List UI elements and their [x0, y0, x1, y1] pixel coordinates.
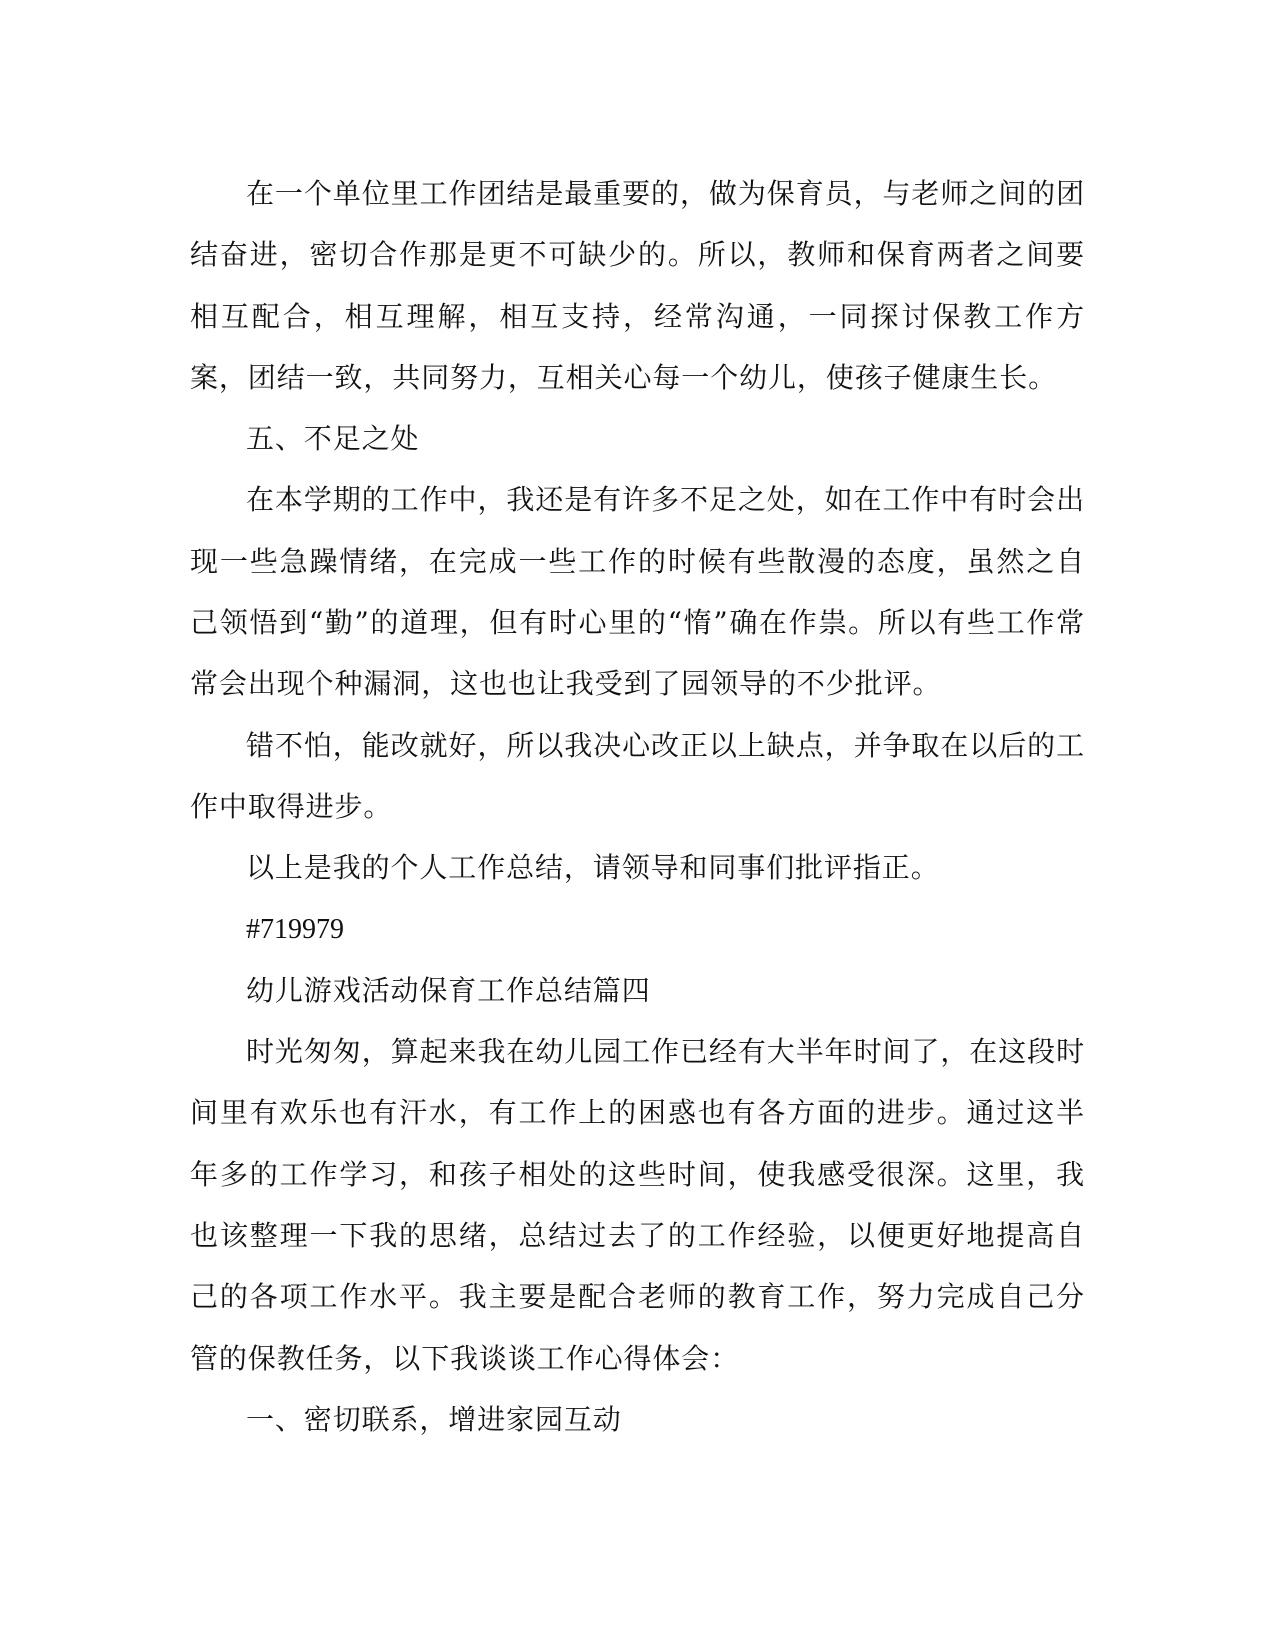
paragraph-intro: 时光匆匆，算起来我在幼儿园工作已经有大半年时间了，在这段时间里有欢乐也有汗水，有工作上的困惑也有各方面的进步。通过这半年多的工作学习，和孩子相处的这些时间，使我感受很深。这里，我也该整理一下我的思绪，总结过去了的工作经验，以便更好地提高自己的各项工作水平。我主要是配合老师的教育工作，努力完成自己分管的保教任务，以下我谈谈工作心得体会：	[190, 1035, 1085, 1375]
document-body	[190, 163, 1085, 1450]
paragraph-shortcomings: 在本学期的工作中，我还是有许多不足之处，如在工作中有时会出现一些急躁情绪，在完成一些工作的时候有些散漫的态度，虽然之自己领悟到“勤”的道理，但有时心里的“惰”确在作祟。所以有些工作常常会出现个种漏洞，这也也让我受到了园领导的不少批评。	[190, 483, 1085, 701]
paragraph-teamwork: 在一个单位里工作团结是最重要的，做为保育员，与老师之间的团结奋进，密切合作那是更不可缺少的。所以，教师和保育两者之间要相互配合，相互理解，相互支持，经常沟通，一同探讨保教工作方案，团结一致，共同努力，互相关心每一个幼儿，使孩子健康生长。	[190, 177, 1085, 394]
paragraph-improvement: 错不怕，能改就好，所以我决心改正以上缺点，并争取在以后的工作中取得进步。	[190, 728, 1085, 823]
paragraph-closing: 以上是我的个人工作总结，请领导和同事们批评指正。	[246, 851, 940, 885]
article-title: 幼儿游戏活动保育工作总结篇四	[246, 973, 651, 1007]
section-heading-contact: 一、密切联系，增进家园互动	[246, 1402, 622, 1436]
document-id: #719979	[246, 913, 344, 945]
section-heading-shortcomings: 五、不足之处	[246, 422, 420, 456]
